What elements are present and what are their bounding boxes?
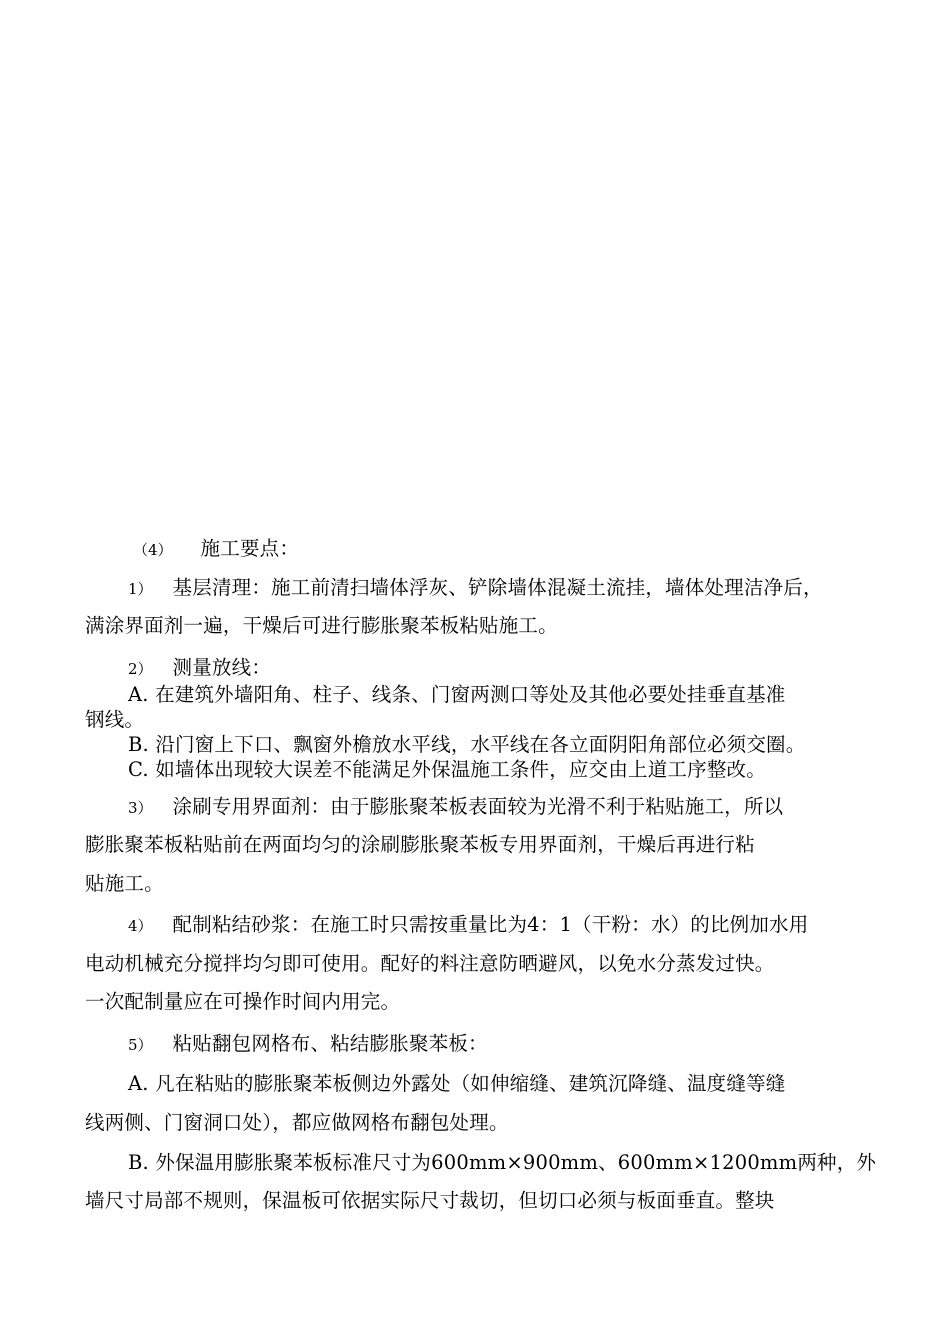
subitem-text: B. 沿门窗上下口、飘窗外檐放水平线，水平线在各立面阴阳角部位必须交圈。 — [128, 733, 806, 756]
item-2-subitem-b-line-1 — [128, 733, 805, 757]
item-3-line-2 — [85, 833, 755, 857]
section-title: 施工要点： — [200, 537, 300, 560]
subitem-text: B. 外保温用膨胀聚苯板标准尺寸为600mm×900mm、600mm×1200mm两种，外 — [128, 1151, 877, 1174]
item-5-subitem-b-line-1 — [128, 1151, 876, 1175]
item-number: 4） — [128, 917, 153, 935]
item-2-subitem-a-line-2 — [85, 708, 144, 732]
section-heading — [133, 537, 299, 562]
item-text: 涂刷专用界面剂：由于膨胀聚苯板表面较为光滑不利于粘贴施工，所以 — [172, 795, 784, 818]
item-2-line-1 — [128, 656, 271, 681]
subitem-text: 钢线。 — [85, 708, 145, 731]
item-text: 粘贴翻包网格布、粘结膨胀聚苯板： — [172, 1032, 488, 1055]
item-number: 3） — [128, 799, 153, 817]
item-text: 贴施工。 — [85, 872, 164, 895]
item-text: 测量放线： — [172, 656, 272, 679]
item-2-subitem-c-line-1 — [128, 758, 766, 782]
item-text: 一次配制量应在可操作时间内用完。 — [85, 990, 401, 1013]
item-number: 5） — [128, 1036, 153, 1054]
item-3-line-3 — [85, 872, 164, 896]
item-1-line-1 — [128, 576, 823, 601]
item-text: 基层清理：施工前清扫墙体浮灰、铲除墙体混凝土流挂，墙体处理洁净后， — [172, 576, 823, 599]
item-5-subitem-b-line-2 — [85, 1189, 775, 1213]
item-4-line-2 — [85, 952, 775, 976]
item-5-line-1 — [128, 1032, 488, 1057]
item-number: 2） — [128, 660, 153, 678]
item-1-line-2 — [85, 614, 558, 638]
item-2-subitem-a-line-1 — [128, 683, 785, 707]
item-4-line-1 — [128, 913, 808, 938]
item-text: 膨胀聚苯板粘贴前在两面均匀的涂刷膨胀聚苯板专用界面剂，干燥后再进行粘 — [85, 833, 755, 856]
subitem-text: 墙尺寸局部不规则，保温板可依据实际尺寸裁切，但切口必须与板面垂直。整块 — [85, 1189, 775, 1212]
subitem-text: 线两侧、门窗洞口处），都应做网格布翻包处理。 — [85, 1111, 509, 1134]
item-text: 配制粘结砂浆：在施工时只需按重量比为4：1（干粉：水）的比例加水用 — [172, 913, 809, 936]
subitem-text: A. 凡在粘贴的膨胀聚苯板侧边外露处（如伸缩缝、建筑沉降缝、温度缝等缝 — [128, 1072, 786, 1095]
item-4-line-3 — [85, 990, 400, 1014]
section-number: （4） — [133, 541, 173, 559]
item-number: 1） — [128, 580, 153, 598]
item-text: 电动机械充分搅拌均匀即可使用。配好的料注意防晒避风，以免水分蒸发过快。 — [85, 952, 775, 975]
subitem-text: C. 如墙体出现较大误差不能满足外保温施工条件，应交由上道工序整改。 — [128, 758, 766, 781]
item-5-subitem-a-line-1 — [128, 1072, 785, 1096]
item-3-line-1 — [128, 795, 783, 820]
subitem-text: A. 在建筑外墙阳角、柱子、线条、门窗两测口等处及其他必要处挂垂直基准 — [128, 683, 786, 706]
item-5-subitem-a-line-2 — [85, 1111, 509, 1135]
item-text: 满涂界面剂一遍，干燥后可进行膨胀聚苯板粘贴施工。 — [85, 614, 558, 637]
